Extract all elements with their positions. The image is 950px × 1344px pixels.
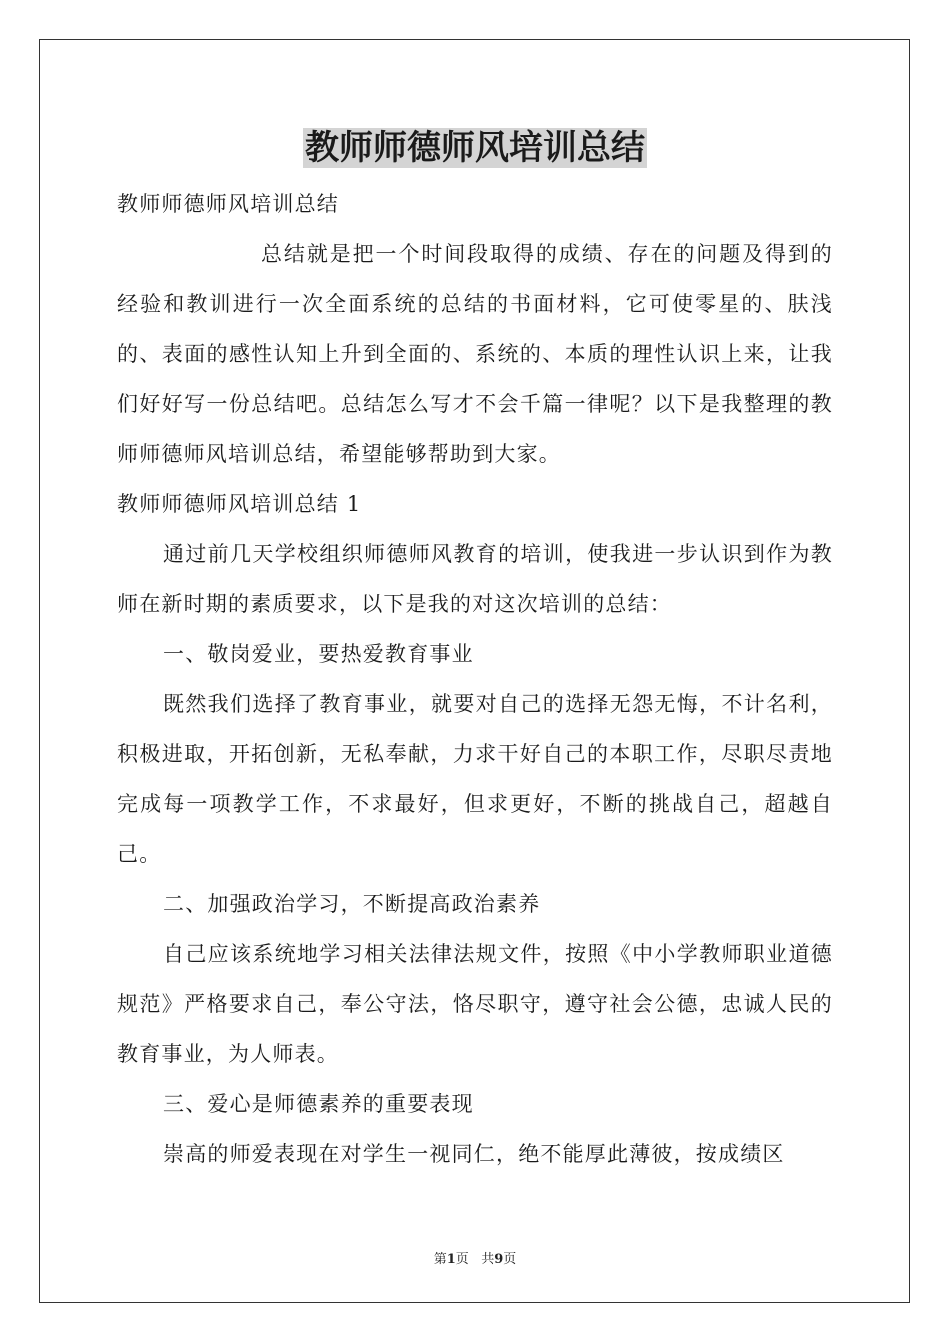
paragraph: 既然我们选择了教育事业，就要对自己的选择无怨无悔，不计名利，积极进取，开拓创新，无私奉献，力求干好自己的本职工作，尽职尽责地完成每一项教学工作，不求最好，但求更好，不断的挑战自己，超越自己。 — [117, 692, 833, 866]
page-total: 9 — [494, 1252, 504, 1267]
document-subtitle: 教师师德师风培训总结 — [117, 192, 339, 216]
paragraph: 通过前几天学校组织师德师风教育的培训，使我进一步认识到作为教师在新时期的素质要求，以下是我的对这次培训的总结： — [117, 542, 833, 616]
point-heading: 二、加强政治学习，不断提高政治素养 — [163, 892, 541, 916]
section-heading: 教师师德师风培训总结 1 — [117, 492, 362, 516]
point-heading: 一、敬岗爱业，要热爱教育事业 — [163, 642, 474, 666]
page-footer — [0, 1248, 950, 1267]
paragraph: 自己应该系统地学习相关法律法规文件，按照《中小学教师职业道德规范》严格要求自己，奉公守法，恪尽职守，遵守社会公德，忠诚人民的教育事业，为人师表。 — [117, 942, 833, 1066]
intro-paragraph: 总结就是把一个时间段取得的成绩、存在的问题及得到的经验和教训进行一次全面系统的总结的书面材料，它可使零星的、肤浅的、表面的感性认知上升到全面的、系统的、本质的理性认识上来，让我们好好写一份总结吧。总结怎么写才不会千篇一律呢？以下是我整理的教师师德师风培训总结，希望能够帮助到大家。 — [117, 242, 833, 466]
paragraph: 崇高的师爱表现在对学生一视同仁，绝不能厚此薄彼，按成绩区 — [163, 1142, 785, 1166]
document-body — [117, 179, 833, 1179]
document-title — [0, 124, 950, 172]
page-suffix: 页 — [455, 1252, 469, 1267]
total-suffix: 页 — [503, 1252, 517, 1267]
page-current: 1 — [446, 1252, 456, 1267]
point-heading: 三、爱心是师德素养的重要表现 — [163, 1092, 474, 1116]
total-prefix: 共 — [481, 1252, 495, 1267]
document-title-text: 教师师德师风培训总结 — [305, 128, 645, 168]
page-prefix: 第 — [433, 1252, 447, 1267]
